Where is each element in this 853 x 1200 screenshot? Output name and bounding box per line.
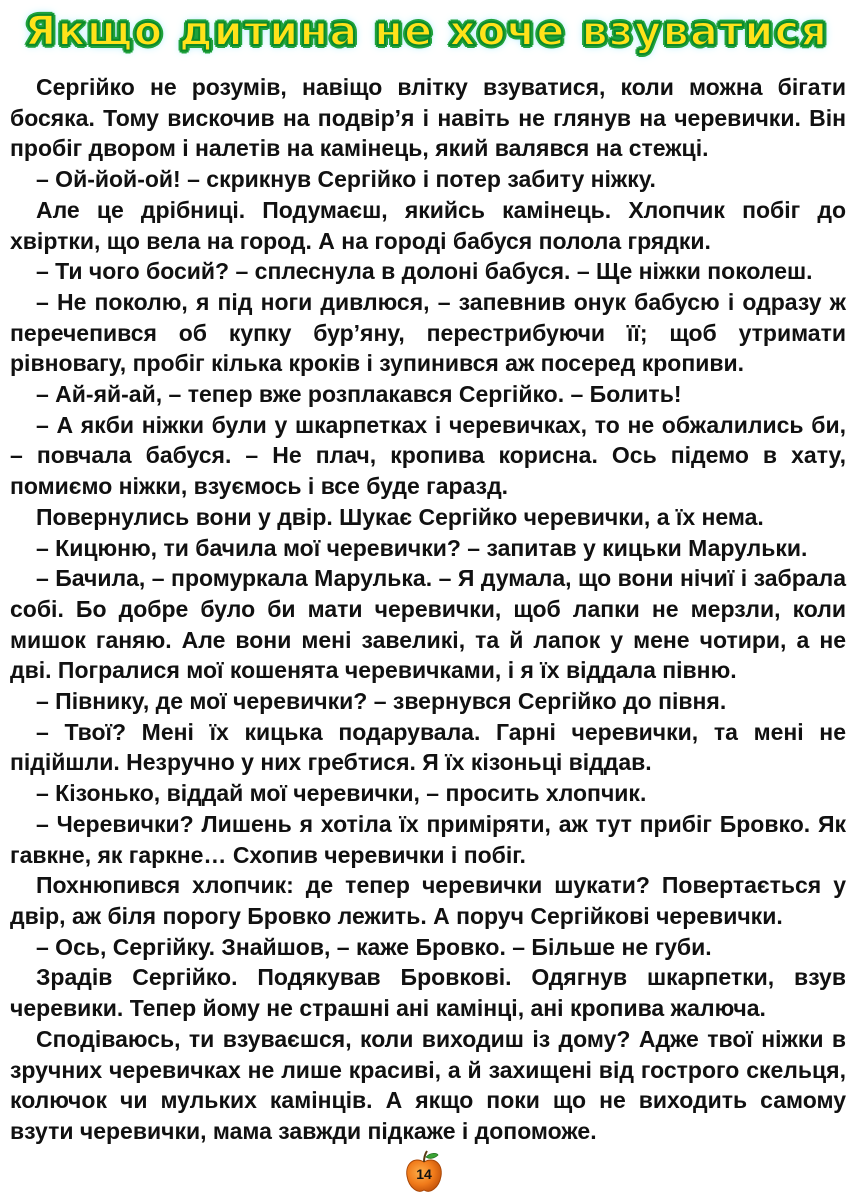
paragraph: – Не поколю, я під ноги дивлюся, – запевнив онук бабусю і одразу ж перечепився об купку бур’яну, перестрибуючи її; щоб утримати рівновагу, пробіг кілька кроків і зупинився аж посеред кропиви. [10,288,846,377]
paragraph: Зрадів Сергійко. Подякував Бровкові. Одягнув шкарпетки, взув черевики. Тепер йому не страшні ані камінці, ані кропива жалюча. [10,964,846,1022]
paragraph: – Півнику, де мої черевички? – звернувся Сергійко до півня. [36,688,727,715]
paragraph: – Черевички? Лишень я хотіла їх приміряти, аж тут прибіг Бровко. Як гавкне, як гаркне… Схопив черевички і побіг. [10,810,846,868]
page-number-badge [404,1150,444,1194]
paragraph: Повернулись вони у двір. Шукає Сергійко черевички, а їх нема. [36,503,764,530]
paragraph: Похнюпився хлопчик: де тепер черевички шукати? Повертається у двір, аж біля порогу Бровко лежить. А поруч Сергійкові черевички. [10,872,846,929]
paragraph: – Ай-яй-ай, – тепер вже розплакався Сергійко. – Болить! [36,381,682,408]
paragraph: – А якби ніжки були у шкарпетках і черевичках, то не обжалились би, – повчала бабуся. – Не плач, кропива корисна. Ось підемо в хату, помиємо ніжки, взуємось і все буде гаразд. [10,411,846,500]
page-number: 14 [416,1166,432,1182]
paragraph: Сподіваюсь, ти взуваєшся, коли виходиш із дому? Адже твої ніжки в зручних черевичках не лише красиві, а й захищені від гострого скельця, колючок чи мульких камінців. А якщо поки що не виходить самому взути черевички, мама завжди підкаже і допоможе. [10,1025,846,1144]
paragraph: Але це дрібниці. Подумаєш, якийсь камінець. Хлопчик побіг до хвіртки, що вела на город. А на городі бабуся полола грядки. [10,196,846,254]
paragraph: – Ой-йой-ой! – скрикнув Сергійко і потер забиту ніжку. [36,166,656,193]
page-title: Якщо дитина не хоче взуватися [24,7,829,55]
paragraph: – Кізонько, віддай мої черевички, – просить хлопчик. [36,780,647,807]
paragraph: – Бачила, – промуркала Марулька. – Я думала, що вони нічиї і забрала собі. Бо добре було би мати черевички, щоб лапки не мерзли, коли мишок ганяю. Але вони мені завеликі, та й лапок у мене чотири, а не дві. Погралися мої кошенята черевичками, і я їх віддала півню. [10,565,846,684]
paragraph: – Ти чого босий? – сплеснула в долоні бабуся. – Ще ніжки поколеш. [36,258,813,285]
story-text [10,72,846,1147]
paragraph: – Ось, Сергійку. Знайшов, – каже Бровко. – Більше не губи. [36,933,712,960]
paragraph: Сергійко не розумів, навіщо влітку взуватися, коли можна бігати босяка. Тому вискочив на подвір’я і навіть не глянув на черевички. Він пробіг двором і налетів на камінець, який валявся на стежці. [10,74,846,162]
paragraph: – Твої? Мені їх кицька подарувала. Гарні черевички, та мені не підійшли. Незручно у них гребтися. Я їх кізоньці віддав. [10,718,846,776]
paragraph: – Кицюню, ти бачила мої черевички? – запитав у кицьки Марульки. [36,534,808,561]
